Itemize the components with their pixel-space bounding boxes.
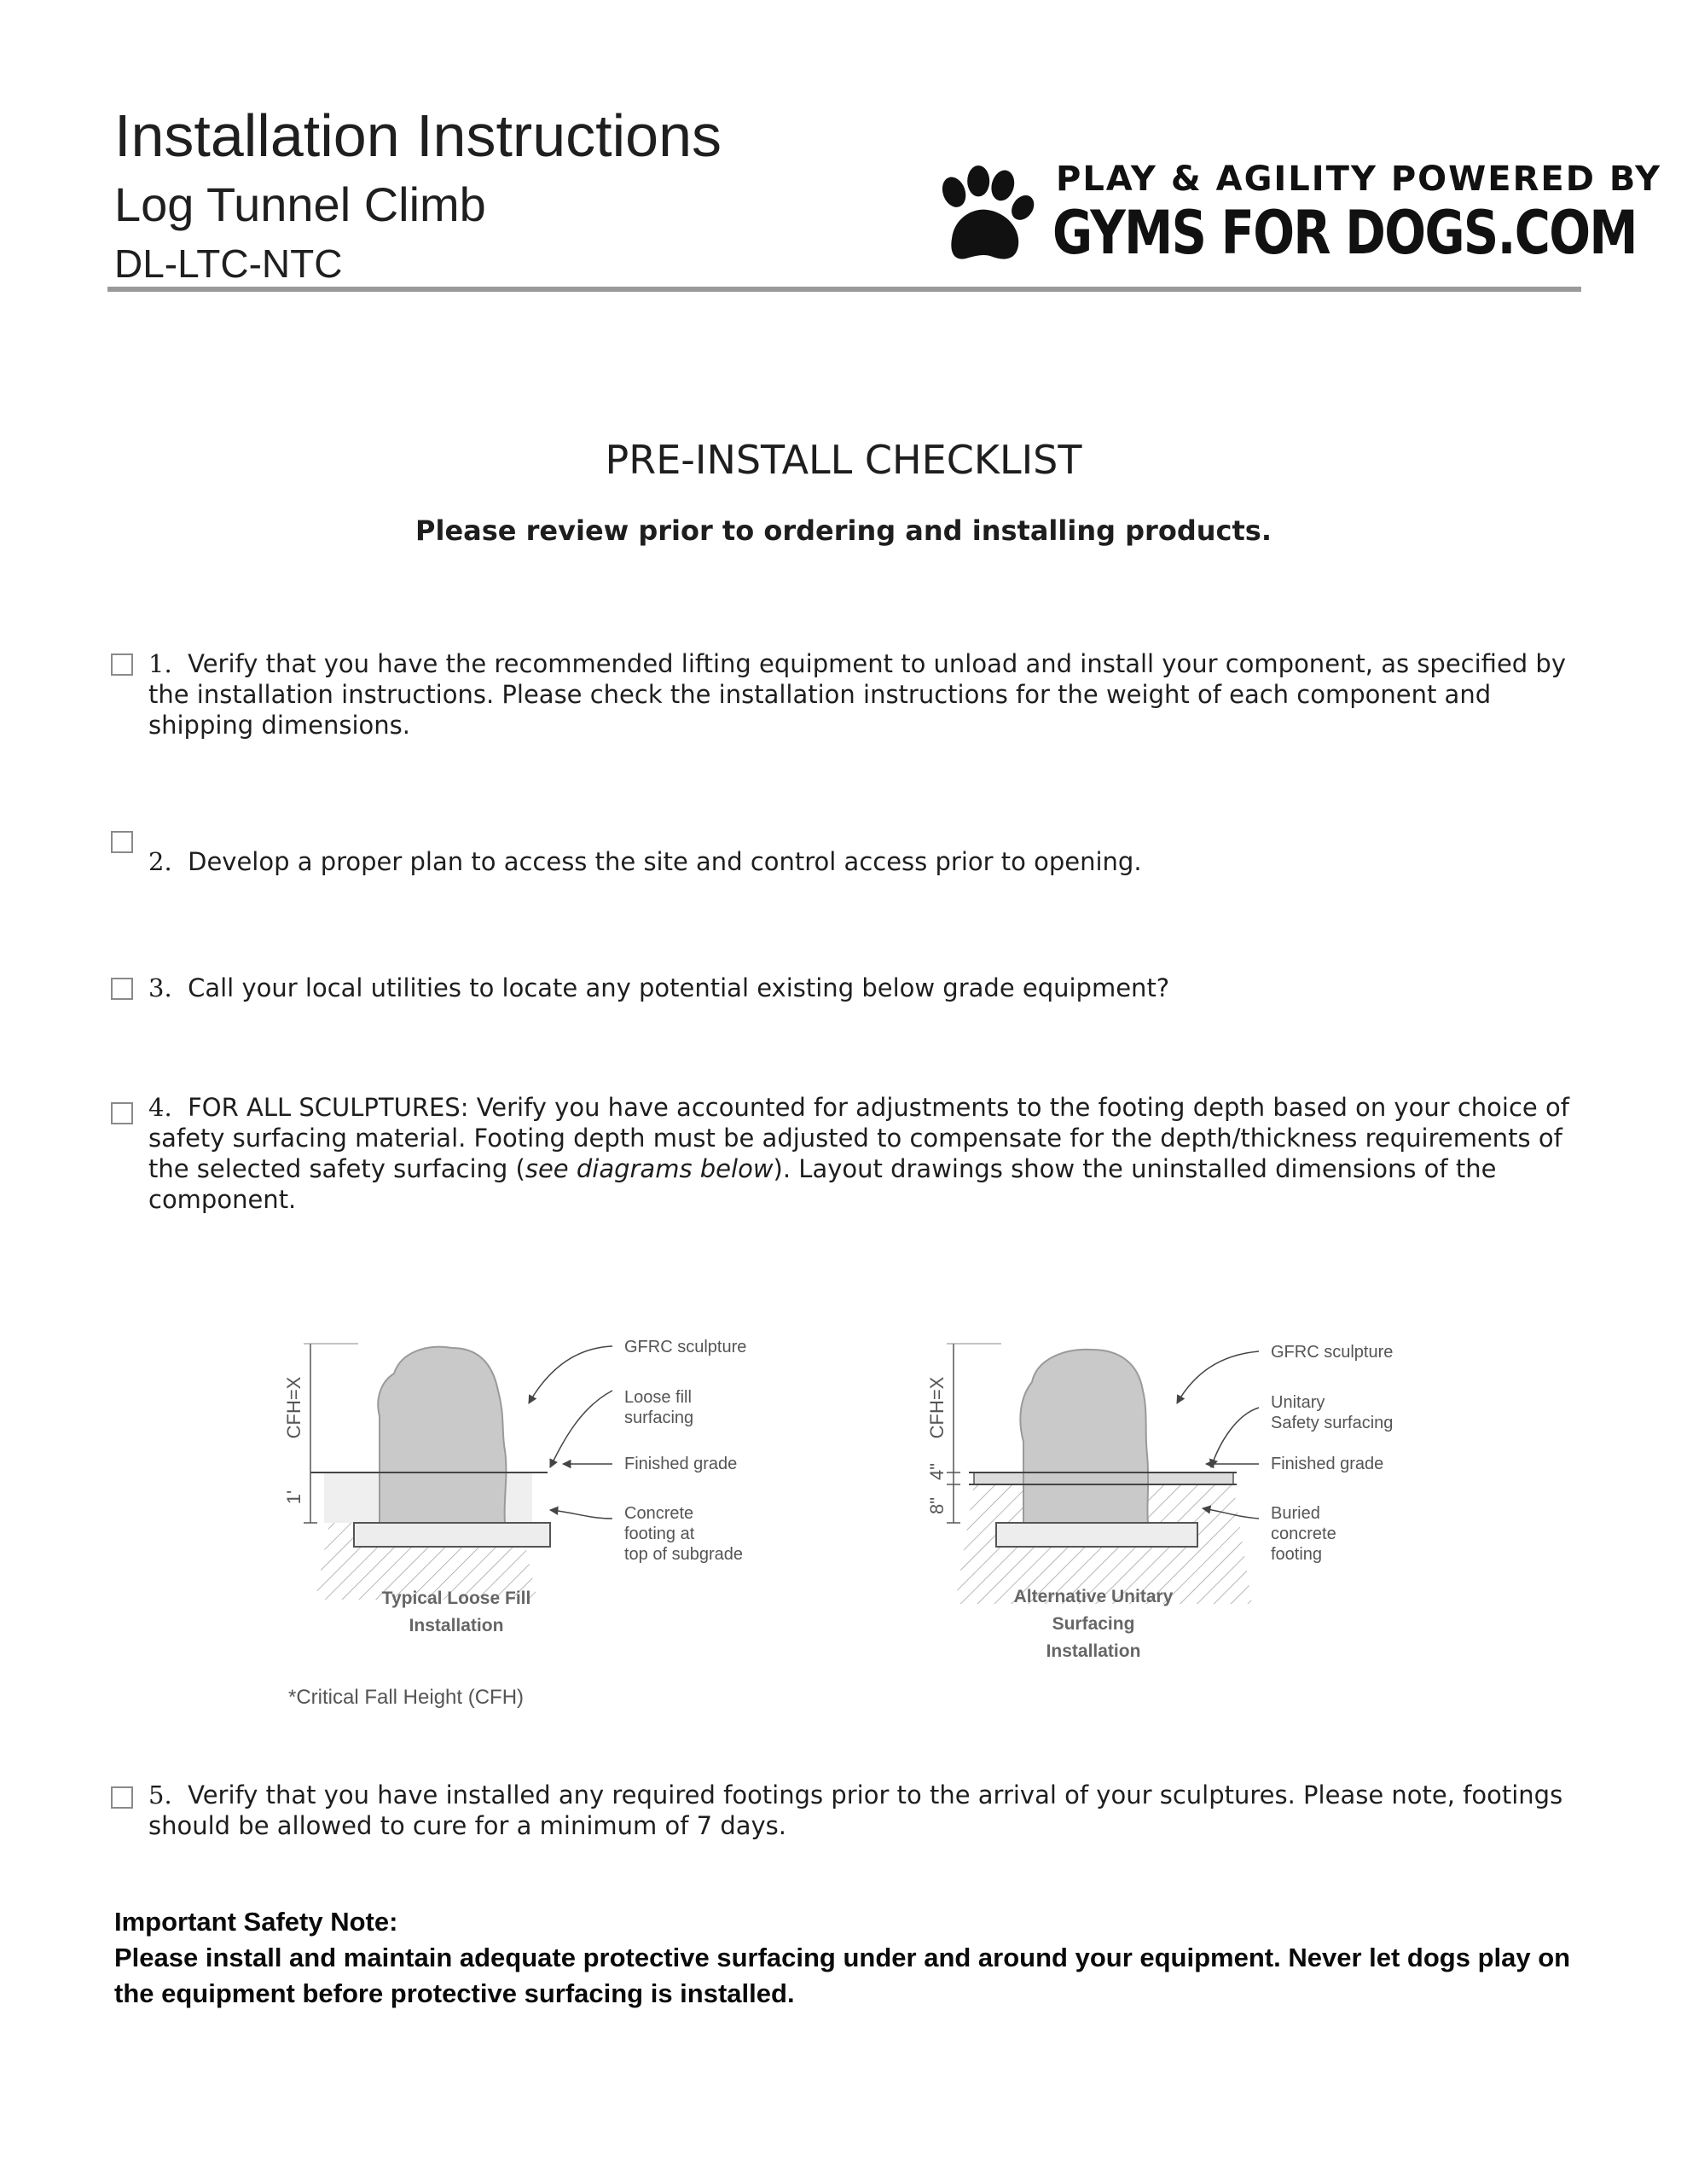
brand-logo	[930, 160, 1662, 282]
item-number: 4.	[148, 1093, 172, 1122]
sculpture-shape	[378, 1347, 506, 1523]
item-number: 3.	[148, 973, 172, 1002]
item-text: Develop a proper plan to access the site and control access prior to opening.	[188, 847, 1142, 876]
item-text: Call your local utilities to locate any potential existing below grade equipment?	[188, 973, 1170, 1002]
logo-wordmark: GYMS FOR DOGS.COM	[1052, 198, 1637, 268]
checklist-item-text	[148, 846, 1581, 877]
dim-footing-depth: 1'	[283, 1490, 304, 1505]
label-finished-grade: Finished grade	[1271, 1455, 1384, 1473]
diagram-loose-fill	[256, 1314, 802, 1638]
product-name: Log Tunnel Climb	[114, 177, 486, 231]
dim-cfh: CFH=X	[283, 1376, 304, 1439]
label-surfacing: Loose fill	[624, 1388, 692, 1407]
checklist-item-text	[148, 973, 1581, 1003]
safety-note-body: Please install and maintain adequate protective surfacing under and around your equipment. Never let dogs play on the equipment before protective surfacing is installed.	[114, 1943, 1571, 2008]
item-text: Verify that you have installed any required footings prior to the arrival of your sculptures. Please note, footings should be allowed to cure for a minimum of 7 days.	[148, 1780, 1563, 1840]
page-title: Installation Instructions	[114, 102, 722, 169]
label-surfacing: surfacing	[624, 1409, 694, 1427]
label-footing: Concrete	[624, 1504, 694, 1523]
checklist-checkbox[interactable]	[111, 831, 133, 853]
item-text-after: ). Layout drawings show the uninstalled dimensions of the component.	[148, 1154, 1497, 1214]
checklist-subtitle: Please review prior to ordering and installing products.	[415, 514, 1272, 547]
label-surfacing: Safety surfacing	[1271, 1414, 1394, 1432]
item-text: FOR ALL SCULPTURES: Verify you have accounted for adjustments to the footing depth based on your choice of safety surfacing material. Footing depth must be adjusted to compensate for the depth/thickness requirements of the selected safety surfacing (	[148, 1093, 1569, 1183]
checklist-item-text	[148, 1780, 1581, 1841]
product-code: DL-LTC-NTC	[114, 241, 343, 286]
diagram-caption: Installation	[1046, 1641, 1141, 1661]
item-number: 1.	[148, 649, 172, 678]
buried-footing	[996, 1523, 1197, 1547]
checklist-checkbox[interactable]	[111, 1102, 133, 1124]
checklist-checkbox[interactable]	[111, 978, 133, 1000]
diagram-caption: Installation	[409, 1616, 504, 1635]
safety-note	[114, 1904, 1581, 2012]
diagram-caption: Typical Loose Fill	[381, 1589, 531, 1608]
item-number: 2.	[148, 847, 172, 876]
label-surfacing: Unitary	[1271, 1393, 1325, 1412]
diagram-footnote: *Critical Fall Height (CFH)	[288, 1686, 525, 1709]
safety-note-heading: Important Safety Note:	[114, 1907, 398, 1937]
header-divider	[107, 287, 1581, 292]
item-number: 5.	[148, 1780, 172, 1809]
checklist-item-text	[148, 648, 1581, 741]
sculpture-shape	[1020, 1350, 1148, 1523]
checklist-item-text	[148, 1092, 1581, 1215]
diagram-caption: Surfacing	[1052, 1614, 1135, 1634]
label-footing: footing	[1271, 1545, 1323, 1564]
label-sculpture: GFRC sculpture	[624, 1338, 747, 1356]
diagram-caption: Alternative Unitary	[1013, 1587, 1174, 1606]
dim-surfacing-depth: 4"	[926, 1462, 948, 1481]
dim-cfh: CFH=X	[926, 1376, 948, 1439]
item-text-italic: see diagrams below	[525, 1154, 774, 1183]
item-text: Verify that you have the recommended lifting equipment to unload and install your component, as specified by the installation instructions. Please check the installation instructions for the weight of each component and shipping dimensions.	[148, 649, 1566, 740]
label-sculpture: GFRC sculpture	[1271, 1343, 1394, 1362]
label-footing: Buried	[1271, 1504, 1320, 1523]
label-footing: top of subgrade	[624, 1545, 743, 1564]
checklist-title: PRE-INSTALL CHECKLIST	[605, 437, 1082, 483]
dim-footing-depth: 8"	[926, 1496, 948, 1515]
paw-icon	[930, 166, 1041, 276]
label-footing: concrete	[1271, 1525, 1336, 1543]
checklist-checkbox[interactable]	[111, 653, 133, 676]
logo-tagline: PLAY & AGILITY POWERED BY	[1056, 160, 1662, 199]
checklist-checkbox[interactable]	[111, 1786, 133, 1809]
diagram-unitary	[896, 1314, 1441, 1672]
label-finished-grade: Finished grade	[624, 1455, 738, 1473]
label-footing: footing at	[624, 1525, 695, 1543]
concrete-footing	[354, 1523, 550, 1547]
